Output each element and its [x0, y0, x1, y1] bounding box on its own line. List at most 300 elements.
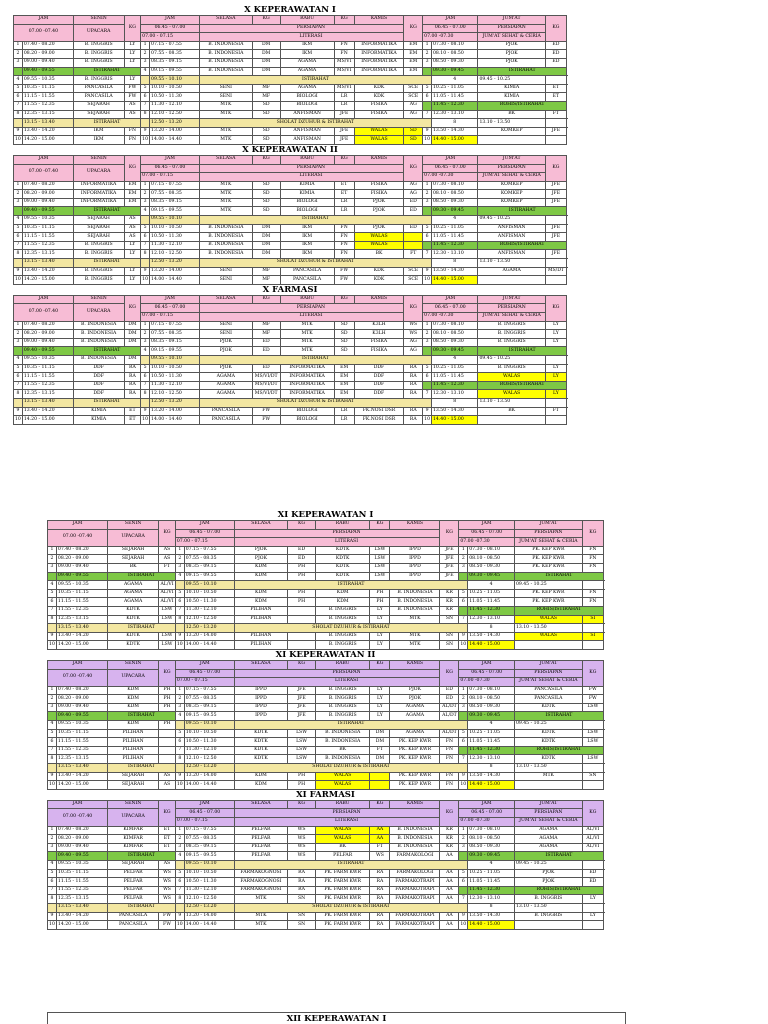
subject-cell: [478, 136, 545, 145]
teacher-code: MS/VI: [334, 58, 354, 67]
subject-cell: B. INGGRIS: [73, 50, 124, 59]
istirahat-cell: ISTIRAHAT: [108, 903, 176, 912]
row-number: 9: [48, 912, 57, 921]
jumat-persiapan: PERSIAPAN: [514, 529, 582, 538]
header-kg: KG: [404, 155, 423, 181]
schedule-row: [48, 641, 604, 650]
row-number: 3: [14, 338, 23, 347]
teacher-code: SN: [440, 641, 459, 650]
subject-cell: PK. FARM KWR: [315, 886, 369, 895]
teacher-code: AA: [440, 921, 459, 930]
time-cell: 13.20 - 14.00: [150, 127, 200, 136]
row-number: 1: [175, 546, 184, 555]
time-cell: 07.15 - 07.55: [150, 41, 200, 50]
row-number: 2: [48, 835, 57, 844]
time-cell: 07.40 - 08.20: [56, 686, 107, 695]
time-cell: 10.35 - 11.15: [22, 224, 73, 233]
row-number: 10: [141, 276, 150, 285]
subject-cell: PJOK: [478, 41, 545, 50]
subject-cell: KIMIA: [73, 407, 124, 416]
teacher-code: AL/VI: [159, 598, 176, 607]
row-number: 4: [141, 347, 150, 356]
time-cell: 13.20 - 14.00: [184, 772, 234, 781]
time-cell: 13.20 - 14.00: [150, 267, 200, 276]
time-cell: 13.40 - 14.20: [56, 632, 107, 641]
subject-cell: MTK: [280, 330, 334, 339]
literasi-time: 07.00 - 07.15: [141, 33, 200, 42]
next-block-title: XII KEPERAWATAN I: [286, 1014, 387, 1024]
row-number: 10: [141, 136, 150, 145]
teacher-code: DM: [252, 241, 280, 250]
time-cell: 09.40 - 09.55: [22, 67, 73, 76]
subject-cell: B. INGGRIS: [73, 41, 124, 50]
teacher-code: [404, 241, 423, 250]
subject-cell: IPPD: [234, 695, 287, 704]
time-cell: 10.50 - 11.30: [150, 93, 200, 102]
jumat-persiapan: PERSIAPAN: [478, 164, 545, 173]
subject-cell: AGAMA: [478, 267, 545, 276]
time-cell: 13.10 - 13.50: [478, 398, 545, 407]
subject-cell: DDF: [354, 381, 404, 390]
subject-cell: PELFAR: [234, 852, 287, 861]
teacher-code: DM: [252, 50, 280, 59]
row-number: 9: [14, 267, 23, 276]
schedule-row: [14, 224, 567, 233]
row-number: 2: [175, 695, 184, 704]
time-cell: 09.40 - 09.55: [22, 207, 73, 216]
subject-cell: WALAS: [315, 835, 369, 844]
time-cell: 08.50 - 09.30: [432, 338, 478, 347]
schedule-row: [14, 127, 567, 136]
rohis-cell: ROHIS/ISTIRAHAT: [514, 886, 603, 895]
subject-cell: B. INDONESIA: [199, 233, 252, 242]
time-cell: 08.20 - 09.00: [56, 555, 107, 564]
subject-cell: KDTK: [234, 755, 287, 764]
teacher-code: RA: [370, 912, 390, 921]
schedule-row: [48, 869, 604, 878]
header-jam: JAM: [14, 155, 74, 164]
subject-cell: KDTK: [108, 606, 159, 615]
time-cell: 09.00 - 09.40: [22, 198, 73, 207]
row-number: 6: [141, 233, 150, 242]
row-number: 3: [459, 703, 468, 712]
time-cell: 09.30 - 09.45: [432, 67, 478, 76]
teacher-code: [159, 738, 176, 747]
header-rabu: RABU: [280, 155, 334, 164]
time-cell: 12.50 - 13.20: [184, 764, 234, 773]
row-number: 10: [141, 416, 150, 425]
time-cell: 09.40 - 09.55: [56, 852, 107, 861]
row-number: 9: [48, 772, 57, 781]
subject-cell: INFORMATIKA: [280, 364, 334, 373]
teacher-code: SD: [252, 207, 280, 216]
time-cell: 09.00 - 09.40: [22, 338, 73, 347]
time-cell: 12.50 - 13.20: [184, 624, 234, 633]
teacher-code: RA: [370, 921, 390, 930]
time-cell: 09.55 - 10.35: [56, 860, 107, 869]
teacher-code: LY: [545, 338, 566, 347]
time-cell: 07.40 - 08.20: [56, 826, 107, 835]
row-number: 9: [175, 912, 184, 921]
subject-cell: IPPD: [234, 686, 287, 695]
persiapan-time: 06.45 - 07.00: [141, 304, 200, 313]
schedule-row: [48, 563, 604, 572]
teacher-code: [404, 233, 423, 242]
time-cell: 14.40 - 15.00: [432, 136, 478, 145]
schedule-row: [14, 259, 567, 268]
row-number: 5: [14, 84, 23, 93]
row-number: 1: [48, 826, 57, 835]
row-number: 6: [48, 598, 57, 607]
subject-cell: MTK: [390, 615, 440, 624]
row-number: [141, 355, 150, 364]
time-cell: 07.40 - 08.20: [22, 321, 73, 330]
teacher-code: RA: [370, 886, 390, 895]
teacher-code: KR: [440, 843, 459, 852]
header-kg: KG: [124, 16, 141, 42]
subject-cell: KDTK: [514, 703, 582, 712]
teacher-code: LSW: [370, 546, 390, 555]
teacher-code: PH: [370, 598, 390, 607]
subject-cell: FISIKA: [354, 181, 404, 190]
subject-cell: AGAMA: [199, 381, 252, 390]
teacher-code: FN: [582, 598, 603, 607]
teacher-code: [288, 606, 316, 615]
teacher-code: LY: [124, 41, 141, 50]
subject-cell: KIMIA: [280, 181, 334, 190]
time-cell: 09.15 - 09.55: [150, 207, 200, 216]
schedule-row: [48, 912, 604, 921]
time-cell: 09.30 - 09.45: [432, 207, 478, 216]
subject-cell: B. INDONESIA: [390, 843, 440, 852]
teacher-code: WS: [288, 843, 316, 852]
teacher-code: AS: [159, 546, 176, 555]
teacher-code: ET: [124, 407, 141, 416]
break-cell: SHOLAT DZUHUR & ISTIRAHAT: [234, 903, 467, 912]
jumat-persiapan: PERSIAPAN: [514, 809, 582, 818]
schedule-table: [13, 15, 567, 145]
time-cell: 11.45 - 12.30: [468, 886, 515, 895]
time-cell: 13.15 - 13.40: [22, 119, 73, 128]
time-cell: 09.30 - 09.45: [432, 347, 478, 356]
row-number: 1: [423, 181, 432, 190]
header-jam: JAM: [141, 295, 200, 304]
teacher-code: EM: [124, 198, 141, 207]
subject-cell: FISIKA: [354, 190, 404, 199]
subject-cell: DDF: [354, 373, 404, 382]
jumat-literasi: JUM'AT SEHAT & CERIA: [514, 818, 582, 827]
teacher-code: EM: [334, 364, 354, 373]
row-number: [141, 119, 150, 128]
time-cell: 11.05 - 11.45: [432, 233, 478, 242]
persiapan-time: 06.45 - 07.00: [175, 529, 234, 538]
header-selasa: SELASA: [199, 16, 252, 25]
subject-cell: FARMAKOTRAPI: [390, 912, 440, 921]
subject-cell: ANFISMAN: [478, 233, 545, 242]
schedule-row: [14, 136, 567, 145]
persiapan: PERSIAPAN: [234, 809, 459, 818]
teacher-code: [370, 772, 390, 781]
teacher-code: RA: [404, 416, 423, 425]
header-kg: KG: [440, 660, 459, 686]
subject-cell: B. INGGRIS: [514, 895, 582, 904]
time-cell: 14.20 - 15.00: [22, 136, 73, 145]
teacher-code: EM: [334, 373, 354, 382]
time-cell: 10.10 - 10.50: [150, 224, 200, 233]
time-cell: 09.45 - 10.25: [478, 355, 545, 364]
teacher-code: SN: [288, 912, 316, 921]
time-cell: 10.10 - 10.50: [184, 729, 234, 738]
upacara-time: 07.00 -07.40: [48, 529, 108, 546]
time-cell: 07.15 - 07.55: [184, 686, 234, 695]
time-cell: 10.25 - 11.05: [468, 869, 515, 878]
subject-cell: B. INDONESIA: [390, 835, 440, 844]
istirahat-cell: ISTIRAHAT: [108, 852, 176, 861]
subject-cell: IPPD: [390, 572, 440, 581]
schedule-row: [14, 338, 567, 347]
row-number: [141, 216, 150, 225]
teacher-code: MS/VI: [334, 84, 354, 93]
row-number: [423, 347, 432, 356]
subject-cell: PK. FARM KWR: [315, 869, 369, 878]
subject-cell: PJOK: [514, 869, 582, 878]
header-jumat: JUM'AT: [514, 521, 582, 530]
subject-cell: B. INDONESIA: [390, 606, 440, 615]
teacher-code: FN: [440, 746, 459, 755]
time-cell: 08.20 - 09.00: [56, 835, 107, 844]
subject-cell: AGAMA: [108, 581, 159, 590]
row-number: 1: [423, 321, 432, 330]
teacher-code: AS: [159, 781, 176, 790]
subject-cell: KDM: [108, 721, 159, 730]
schedule-row: [14, 67, 567, 76]
teacher-code: LY: [370, 712, 390, 721]
teacher-code: DM: [124, 321, 141, 330]
teacher-code: ED: [582, 878, 603, 887]
subject-cell: SEJARAH: [108, 772, 159, 781]
time-cell: 09.40 - 09.55: [22, 347, 73, 356]
row-number: 2: [175, 555, 184, 564]
time-cell: 10.50 - 11.30: [150, 233, 200, 242]
subject-cell: MTK: [234, 895, 287, 904]
schedule-row: [14, 355, 567, 364]
subject-cell: IKM: [73, 136, 124, 145]
schedule-row: [48, 746, 604, 755]
time-cell: 11.05 - 11.45: [432, 93, 478, 102]
subject-cell: SENI: [199, 276, 252, 285]
block-5: [47, 790, 604, 930]
subject-cell: KDTK: [234, 738, 287, 747]
time-cell: 14.20 - 15.00: [56, 781, 107, 790]
time-cell: 13.10 - 13.50: [514, 764, 582, 773]
teacher-code: DM: [124, 330, 141, 339]
teacher-code: LY: [582, 912, 603, 921]
row-number: [175, 721, 184, 730]
header-kg: KG: [545, 16, 566, 42]
time-cell: 07.30 - 08.10: [468, 826, 515, 835]
subject-cell: B. INGGRIS: [73, 250, 124, 259]
row-number: 4: [14, 216, 23, 225]
time-cell: 12.50 - 13.20: [184, 903, 234, 912]
subject-cell: ANFISMAN: [280, 110, 334, 119]
subject-cell: IKM: [280, 224, 334, 233]
subject-cell: [582, 581, 603, 590]
teacher-code: FN: [582, 546, 603, 555]
time-cell: 08.10 - 08.50: [468, 555, 515, 564]
persiapan: PERSIAPAN: [234, 529, 459, 538]
header-rabu: RABU: [315, 660, 369, 669]
row-number: 10: [14, 416, 23, 425]
schedule-row: [48, 615, 604, 624]
header-kg: KG: [370, 660, 390, 669]
schedule-row: [14, 330, 567, 339]
teacher-code: ED: [288, 555, 316, 564]
teacher-code: MS/VI/DT: [252, 373, 280, 382]
time-cell: 09.55 - 10.10: [150, 355, 200, 364]
time-cell: 11.55 - 12.35: [22, 381, 73, 390]
header-kg: KG: [252, 16, 280, 25]
time-cell: 07.40 - 08.20: [56, 546, 107, 555]
time-cell: 08.35 - 09.15: [150, 58, 200, 67]
teacher-code: DM: [252, 41, 280, 50]
teacher-code: AS: [124, 110, 141, 119]
row-number: [141, 259, 150, 268]
subject-cell: B. INDONESIA: [199, 58, 252, 67]
subject-cell: B. INGGRIS: [315, 695, 369, 704]
subject-cell: BIOLOGI: [280, 101, 334, 110]
time-cell: 09.00 - 09.40: [56, 563, 107, 572]
subject-cell: B. INGGRIS: [478, 338, 545, 347]
teacher-code: RA: [124, 381, 141, 390]
teacher-code: RA: [288, 886, 316, 895]
row-number: 4: [48, 721, 57, 730]
time-cell: 13.40 - 14.20: [56, 912, 107, 921]
teacher-code: SD: [334, 321, 354, 330]
time-cell: 09.40 - 09.55: [56, 572, 107, 581]
header-jam: JAM: [175, 800, 234, 809]
teacher-code: [545, 276, 566, 285]
schedule-row: [14, 407, 567, 416]
subject-cell: MTK: [234, 912, 287, 921]
time-cell: 13.50 - 14.30: [468, 912, 515, 921]
header-selasa: SELASA: [199, 295, 252, 304]
header-senin: SENIN: [108, 800, 159, 809]
row-number: 5: [48, 589, 57, 598]
teacher-code: AA: [440, 869, 459, 878]
subject-cell: FISIKA: [354, 110, 404, 119]
row-number: 9: [423, 127, 432, 136]
teacher-code: PH: [159, 695, 176, 704]
time-cell: 09.40 - 09.55: [56, 712, 107, 721]
time-cell: 12.35 - 13.15: [56, 755, 107, 764]
subject-cell: IPPD: [390, 555, 440, 564]
teacher-code: AG: [404, 101, 423, 110]
subject-cell: MTK: [390, 641, 440, 650]
teacher-code: FN: [334, 233, 354, 242]
teacher-code: JFE: [440, 563, 459, 572]
schedule-table: [13, 155, 567, 285]
teacher-code: ED: [582, 869, 603, 878]
time-cell: 13.10 - 13.50: [514, 903, 582, 912]
teacher-code: LY: [124, 241, 141, 250]
time-cell: 10.25 - 11.05: [432, 364, 478, 373]
subject-cell: IKM: [73, 127, 124, 136]
time-cell: 12.10 - 12.50: [150, 390, 200, 399]
subject-cell: B. INGGRIS: [73, 76, 124, 85]
teacher-code: AA: [440, 852, 459, 861]
istirahat-cell: ISTIRAHAT: [514, 572, 603, 581]
time-cell: 10.10 - 10.50: [150, 84, 200, 93]
schedule-row: [48, 572, 604, 581]
subject-cell: BK: [315, 746, 369, 755]
row-number: 7: [423, 390, 432, 399]
time-cell: 13.20 - 14.00: [184, 912, 234, 921]
teacher-code: LR: [334, 207, 354, 216]
subject-cell: PELFAR: [108, 895, 159, 904]
teacher-code: WS: [370, 852, 390, 861]
teacher-code: JFE: [440, 546, 459, 555]
row-number: 2: [423, 190, 432, 199]
time-cell: 09.30 - 09.45: [468, 852, 515, 861]
schedule-row: [14, 381, 567, 390]
row-number: [14, 398, 23, 407]
schedule-row: [48, 764, 604, 773]
schedule-page-next: [47, 1012, 626, 1024]
header-kg: KG: [334, 16, 354, 25]
row-number: 5: [175, 589, 184, 598]
subject-cell: BIOLOGI: [280, 207, 334, 216]
teacher-code: LR: [334, 416, 354, 425]
time-cell: 09.45 - 10.25: [478, 216, 545, 225]
time-cell: 10.35 - 11.15: [56, 869, 107, 878]
subject-cell: [582, 860, 603, 869]
subject-cell: KIMIA: [73, 416, 124, 425]
time-cell: 11.45 - 12.30: [432, 381, 478, 390]
subject-cell: WALAS: [514, 632, 582, 641]
subject-cell: SEJARAH: [73, 216, 124, 225]
teacher-code: RA: [124, 364, 141, 373]
teacher-code: LR: [334, 407, 354, 416]
time-cell: 12.30 - 13.10: [432, 250, 478, 259]
schedule-row: [48, 712, 604, 721]
teacher-code: FW: [582, 686, 603, 695]
schedule-row: [48, 703, 604, 712]
time-cell: 11.05 - 11.45: [468, 738, 515, 747]
time-cell: 08.20 - 09.00: [22, 330, 73, 339]
schedule-table: [47, 660, 604, 790]
teacher-code: LY: [545, 364, 566, 373]
row-number: 1: [175, 826, 184, 835]
teacher-code: ED: [252, 364, 280, 373]
time-cell: 10.50 - 11.30: [184, 738, 234, 747]
subject-cell: WALAS: [315, 826, 369, 835]
time-cell: 09.00 - 09.40: [56, 703, 107, 712]
upacara-time: 07.00 -07.40: [14, 24, 74, 41]
rohis-cell: ROHIS/ISTIRAHAT: [514, 606, 603, 615]
time-cell: 07.30 - 08.10: [468, 546, 515, 555]
teacher-code: WS: [159, 869, 176, 878]
schedule-table: [13, 295, 567, 425]
time-cell: 10.25 - 11.05: [432, 224, 478, 233]
teacher-code: DM: [252, 250, 280, 259]
time-cell: 08.35 - 09.15: [184, 563, 234, 572]
subject-cell: MTK: [199, 207, 252, 216]
subject-cell: B. INDONESIA: [390, 589, 440, 598]
schedule-page-top: [13, 5, 567, 425]
teacher-code: WS: [288, 835, 316, 844]
teacher-code: AG: [404, 338, 423, 347]
header-kg: KG: [545, 295, 566, 321]
